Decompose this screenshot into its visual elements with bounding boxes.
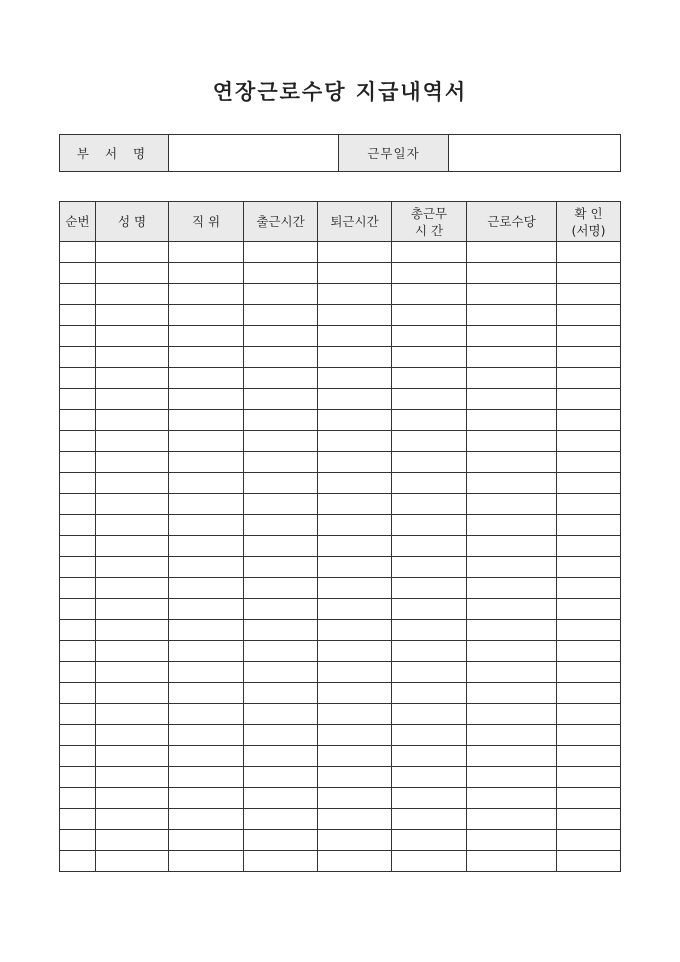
table-cell[interactable] [467, 578, 557, 599]
table-cell[interactable] [318, 704, 392, 725]
table-cell[interactable] [392, 641, 467, 662]
table-cell[interactable] [392, 431, 467, 452]
table-cell[interactable] [467, 389, 557, 410]
table-cell[interactable] [392, 746, 467, 767]
table-cell[interactable] [392, 830, 467, 851]
work-date-label: 근무일자 [339, 135, 449, 172]
table-cell[interactable] [244, 242, 318, 263]
table-row [60, 431, 621, 452]
table-cell[interactable] [557, 725, 621, 746]
table-cell[interactable] [467, 347, 557, 368]
table-cell[interactable] [96, 452, 169, 473]
table-row [60, 389, 621, 410]
table-cell[interactable] [96, 557, 169, 578]
table-cell[interactable] [392, 809, 467, 830]
table-cell[interactable] [557, 431, 621, 452]
table-cell[interactable] [60, 494, 96, 515]
table-cell[interactable] [60, 536, 96, 557]
table-cell[interactable] [60, 305, 96, 326]
table-cell[interactable] [60, 788, 96, 809]
table-cell[interactable] [557, 830, 621, 851]
table-cell[interactable] [557, 641, 621, 662]
table-cell[interactable] [557, 494, 621, 515]
table-cell[interactable] [467, 830, 557, 851]
table-cell[interactable] [467, 746, 557, 767]
table-cell[interactable] [557, 368, 621, 389]
table-cell[interactable] [96, 746, 169, 767]
table-cell[interactable] [96, 662, 169, 683]
table-cell[interactable] [467, 767, 557, 788]
table-cell[interactable] [60, 662, 96, 683]
table-cell[interactable] [318, 494, 392, 515]
table-row [60, 410, 621, 431]
table-cell[interactable] [467, 263, 557, 284]
table-cell[interactable] [318, 725, 392, 746]
table-cell[interactable] [557, 746, 621, 767]
table-cell[interactable] [244, 662, 318, 683]
table-cell[interactable] [392, 725, 467, 746]
table-cell[interactable] [392, 662, 467, 683]
table-cell[interactable] [467, 809, 557, 830]
table-cell[interactable] [96, 704, 169, 725]
table-cell[interactable] [169, 431, 244, 452]
header-clock-out: 퇴근시간 [318, 202, 392, 242]
table-cell[interactable] [392, 347, 467, 368]
table-cell[interactable] [467, 725, 557, 746]
table-row [60, 347, 621, 368]
table-cell[interactable] [60, 725, 96, 746]
table-cell[interactable] [96, 431, 169, 452]
table-cell[interactable] [318, 683, 392, 704]
table-cell[interactable] [169, 347, 244, 368]
table-cell[interactable] [467, 452, 557, 473]
table-cell[interactable] [244, 263, 318, 284]
table-row [60, 368, 621, 389]
table-cell[interactable] [244, 725, 318, 746]
table-cell[interactable] [557, 242, 621, 263]
table-cell[interactable] [96, 515, 169, 536]
table-cell[interactable] [318, 284, 392, 305]
table-cell[interactable] [467, 473, 557, 494]
table-cell[interactable] [244, 326, 318, 347]
table-cell[interactable] [557, 788, 621, 809]
table-cell[interactable] [169, 767, 244, 788]
table-cell[interactable] [318, 347, 392, 368]
table-cell[interactable] [244, 305, 318, 326]
table-cell[interactable] [467, 536, 557, 557]
table-cell[interactable] [96, 620, 169, 641]
table-cell[interactable] [244, 641, 318, 662]
table-cell[interactable] [96, 641, 169, 662]
table-cell[interactable] [392, 578, 467, 599]
table-cell[interactable] [169, 263, 244, 284]
table-cell[interactable] [244, 410, 318, 431]
table-cell[interactable] [244, 431, 318, 452]
table-cell[interactable] [60, 704, 96, 725]
table-cell[interactable] [60, 683, 96, 704]
table-cell[interactable] [467, 305, 557, 326]
table-cell[interactable] [169, 368, 244, 389]
table-row [60, 263, 621, 284]
table-cell[interactable] [96, 809, 169, 830]
table-cell[interactable] [169, 305, 244, 326]
table-cell[interactable] [169, 851, 244, 872]
table-row [60, 473, 621, 494]
table-cell[interactable] [244, 389, 318, 410]
table-cell[interactable] [392, 620, 467, 641]
table-row [60, 788, 621, 809]
table-cell[interactable] [392, 263, 467, 284]
table-cell[interactable] [60, 452, 96, 473]
table-row [60, 620, 621, 641]
table-cell[interactable] [169, 389, 244, 410]
table-cell[interactable] [169, 578, 244, 599]
table-cell[interactable] [557, 389, 621, 410]
table-row [60, 326, 621, 347]
table-cell[interactable] [392, 494, 467, 515]
table-cell[interactable] [96, 410, 169, 431]
table-cell[interactable] [557, 452, 621, 473]
table-cell[interactable] [392, 557, 467, 578]
table-cell[interactable] [392, 242, 467, 263]
table-cell[interactable] [392, 851, 467, 872]
table-cell[interactable] [244, 536, 318, 557]
table-cell[interactable] [318, 326, 392, 347]
table-cell[interactable] [392, 389, 467, 410]
table-cell[interactable] [557, 599, 621, 620]
table-cell[interactable] [557, 473, 621, 494]
table-cell[interactable] [392, 788, 467, 809]
table-cell[interactable] [96, 494, 169, 515]
table-cell[interactable] [244, 809, 318, 830]
table-cell[interactable] [557, 578, 621, 599]
table-cell[interactable] [96, 767, 169, 788]
table-row [60, 599, 621, 620]
table-cell[interactable] [318, 473, 392, 494]
table-row [60, 746, 621, 767]
dept-label: 부 서 명 [60, 135, 169, 172]
table-cell[interactable] [467, 851, 557, 872]
table-cell[interactable] [169, 452, 244, 473]
table-cell[interactable] [60, 767, 96, 788]
table-cell[interactable] [169, 683, 244, 704]
table-row [60, 641, 621, 662]
table-cell[interactable] [244, 767, 318, 788]
table-row [60, 284, 621, 305]
table-cell[interactable] [392, 515, 467, 536]
table-cell[interactable] [467, 788, 557, 809]
table-row [60, 662, 621, 683]
table-row [60, 305, 621, 326]
table-cell[interactable] [169, 473, 244, 494]
table-cell[interactable] [557, 284, 621, 305]
table-cell[interactable] [169, 284, 244, 305]
table-cell[interactable] [318, 389, 392, 410]
table-cell[interactable] [467, 641, 557, 662]
table-cell[interactable] [60, 515, 96, 536]
table-cell[interactable] [60, 242, 96, 263]
table-cell[interactable] [557, 662, 621, 683]
table-cell[interactable] [244, 830, 318, 851]
table-cell[interactable] [557, 263, 621, 284]
table-cell[interactable] [60, 557, 96, 578]
table-cell[interactable] [557, 767, 621, 788]
table-cell[interactable] [244, 704, 318, 725]
table-cell[interactable] [244, 557, 318, 578]
table-cell[interactable] [60, 641, 96, 662]
table-cell[interactable] [60, 284, 96, 305]
table-cell[interactable] [467, 242, 557, 263]
table-cell[interactable] [60, 347, 96, 368]
table-cell[interactable] [318, 242, 392, 263]
table-cell[interactable] [244, 515, 318, 536]
table-cell[interactable] [318, 599, 392, 620]
table-cell[interactable] [467, 284, 557, 305]
table-cell[interactable] [318, 557, 392, 578]
table-cell[interactable] [169, 725, 244, 746]
table-cell[interactable] [96, 389, 169, 410]
table-cell[interactable] [169, 809, 244, 830]
table-cell[interactable] [318, 662, 392, 683]
table-cell[interactable] [96, 578, 169, 599]
table-cell[interactable] [96, 242, 169, 263]
table-row [60, 683, 621, 704]
table-cell[interactable] [318, 368, 392, 389]
table-cell[interactable] [557, 347, 621, 368]
table-cell[interactable] [392, 326, 467, 347]
table-cell[interactable] [169, 704, 244, 725]
table-cell[interactable] [392, 704, 467, 725]
table-cell[interactable] [169, 515, 244, 536]
table-cell[interactable] [318, 578, 392, 599]
table-cell[interactable] [318, 263, 392, 284]
table-cell[interactable] [60, 746, 96, 767]
table-cell[interactable] [96, 683, 169, 704]
table-cell[interactable] [60, 473, 96, 494]
table-row [60, 536, 621, 557]
table-cell[interactable] [169, 557, 244, 578]
table-cell[interactable] [60, 410, 96, 431]
table-cell[interactable] [467, 662, 557, 683]
table-cell[interactable] [96, 725, 169, 746]
table-cell[interactable] [244, 494, 318, 515]
table-row [60, 242, 621, 263]
overtime-table [59, 201, 621, 872]
table-cell[interactable] [244, 452, 318, 473]
table-row [60, 578, 621, 599]
table-cell[interactable] [318, 851, 392, 872]
table-cell[interactable] [244, 368, 318, 389]
table-cell[interactable] [557, 536, 621, 557]
table-cell[interactable] [392, 305, 467, 326]
table-cell[interactable] [392, 767, 467, 788]
table-cell[interactable] [60, 851, 96, 872]
table-cell[interactable] [318, 452, 392, 473]
table-cell[interactable] [467, 620, 557, 641]
table-cell[interactable] [318, 410, 392, 431]
work-date-field[interactable] [449, 135, 621, 172]
table-cell[interactable] [467, 368, 557, 389]
header-allowance: 근로수당 [467, 202, 557, 242]
table-cell[interactable] [392, 599, 467, 620]
table-cell[interactable] [60, 263, 96, 284]
header-position: 직 위 [169, 202, 244, 242]
header-seq: 순번 [60, 202, 96, 242]
table-cell[interactable] [169, 830, 244, 851]
table-cell[interactable] [169, 536, 244, 557]
document-title: 연장근로수당 지급내역서 [212, 79, 468, 104]
table-cell[interactable] [318, 536, 392, 557]
table-cell[interactable] [557, 557, 621, 578]
table-cell[interactable] [169, 620, 244, 641]
table-cell[interactable] [244, 578, 318, 599]
table-cell[interactable] [557, 326, 621, 347]
table-cell[interactable] [392, 536, 467, 557]
table-cell[interactable] [557, 809, 621, 830]
table-cell[interactable] [392, 452, 467, 473]
table-cell[interactable] [169, 662, 244, 683]
table-cell[interactable] [244, 683, 318, 704]
table-cell[interactable] [169, 494, 244, 515]
table-cell[interactable] [244, 746, 318, 767]
info-table [59, 134, 621, 172]
table-cell[interactable] [467, 599, 557, 620]
table-row [60, 557, 621, 578]
header-clock-in: 출근시간 [244, 202, 318, 242]
table-cell[interactable] [60, 809, 96, 830]
table-cell[interactable] [557, 683, 621, 704]
table-cell[interactable] [318, 305, 392, 326]
table-cell[interactable] [318, 431, 392, 452]
table-cell[interactable] [60, 431, 96, 452]
table-cell[interactable] [96, 284, 169, 305]
table-cell[interactable] [557, 620, 621, 641]
table-cell[interactable] [318, 767, 392, 788]
table-cell[interactable] [318, 515, 392, 536]
table-cell[interactable] [96, 536, 169, 557]
table-cell[interactable] [318, 746, 392, 767]
table-row [60, 851, 621, 872]
table-cell[interactable] [169, 326, 244, 347]
table-cell[interactable] [244, 473, 318, 494]
table-cell[interactable] [244, 347, 318, 368]
table-cell[interactable] [96, 347, 169, 368]
table-cell[interactable] [244, 599, 318, 620]
table-cell[interactable] [467, 431, 557, 452]
header-confirm: 확 인 (서명) [557, 202, 621, 242]
table-cell[interactable] [557, 410, 621, 431]
header-name: 성 명 [96, 202, 169, 242]
table-cell[interactable] [318, 641, 392, 662]
table-cell[interactable] [392, 683, 467, 704]
table-cell[interactable] [96, 788, 169, 809]
table-cell[interactable] [96, 368, 169, 389]
table-row [60, 515, 621, 536]
table-cell[interactable] [60, 326, 96, 347]
table-cell[interactable] [392, 368, 467, 389]
table-cell[interactable] [318, 830, 392, 851]
table-cell[interactable] [467, 515, 557, 536]
table-cell[interactable] [557, 704, 621, 725]
table-row [60, 494, 621, 515]
table-cell[interactable] [467, 326, 557, 347]
header-total-hours: 총근무 시 간 [392, 202, 467, 242]
table-cell[interactable] [467, 410, 557, 431]
table-row [60, 725, 621, 746]
table-cell[interactable] [169, 788, 244, 809]
table-cell[interactable] [244, 851, 318, 872]
table-cell[interactable] [96, 326, 169, 347]
table-cell[interactable] [96, 830, 169, 851]
table-row [60, 809, 621, 830]
table-cell[interactable] [60, 578, 96, 599]
table-cell[interactable] [318, 809, 392, 830]
table-cell[interactable] [318, 620, 392, 641]
table-cell[interactable] [392, 284, 467, 305]
table-cell[interactable] [169, 242, 244, 263]
table-cell[interactable] [96, 473, 169, 494]
table-cell[interactable] [96, 599, 169, 620]
table-cell[interactable] [60, 368, 96, 389]
table-row [60, 767, 621, 788]
table-cell[interactable] [244, 788, 318, 809]
table-header-row [60, 202, 621, 242]
table-row [60, 704, 621, 725]
table-cell[interactable] [467, 557, 557, 578]
table-cell[interactable] [392, 473, 467, 494]
table-cell[interactable] [60, 389, 96, 410]
table-row [60, 452, 621, 473]
table-cell[interactable] [60, 830, 96, 851]
table-cell[interactable] [96, 263, 169, 284]
table-cell[interactable] [244, 620, 318, 641]
dept-field[interactable] [169, 135, 339, 172]
table-cell[interactable] [96, 851, 169, 872]
table-cell[interactable] [96, 305, 169, 326]
table-cell[interactable] [467, 704, 557, 725]
table-cell[interactable] [467, 494, 557, 515]
table-cell[interactable] [467, 683, 557, 704]
table-cell[interactable] [169, 641, 244, 662]
table-cell[interactable] [244, 284, 318, 305]
table-row [60, 830, 621, 851]
table-cell[interactable] [169, 410, 244, 431]
table-cell[interactable] [557, 851, 621, 872]
table-cell[interactable] [60, 620, 96, 641]
table-cell[interactable] [318, 788, 392, 809]
table-cell[interactable] [557, 305, 621, 326]
table-cell[interactable] [392, 410, 467, 431]
table-cell[interactable] [169, 599, 244, 620]
table-cell[interactable] [169, 746, 244, 767]
table-cell[interactable] [557, 515, 621, 536]
table-cell[interactable] [60, 599, 96, 620]
